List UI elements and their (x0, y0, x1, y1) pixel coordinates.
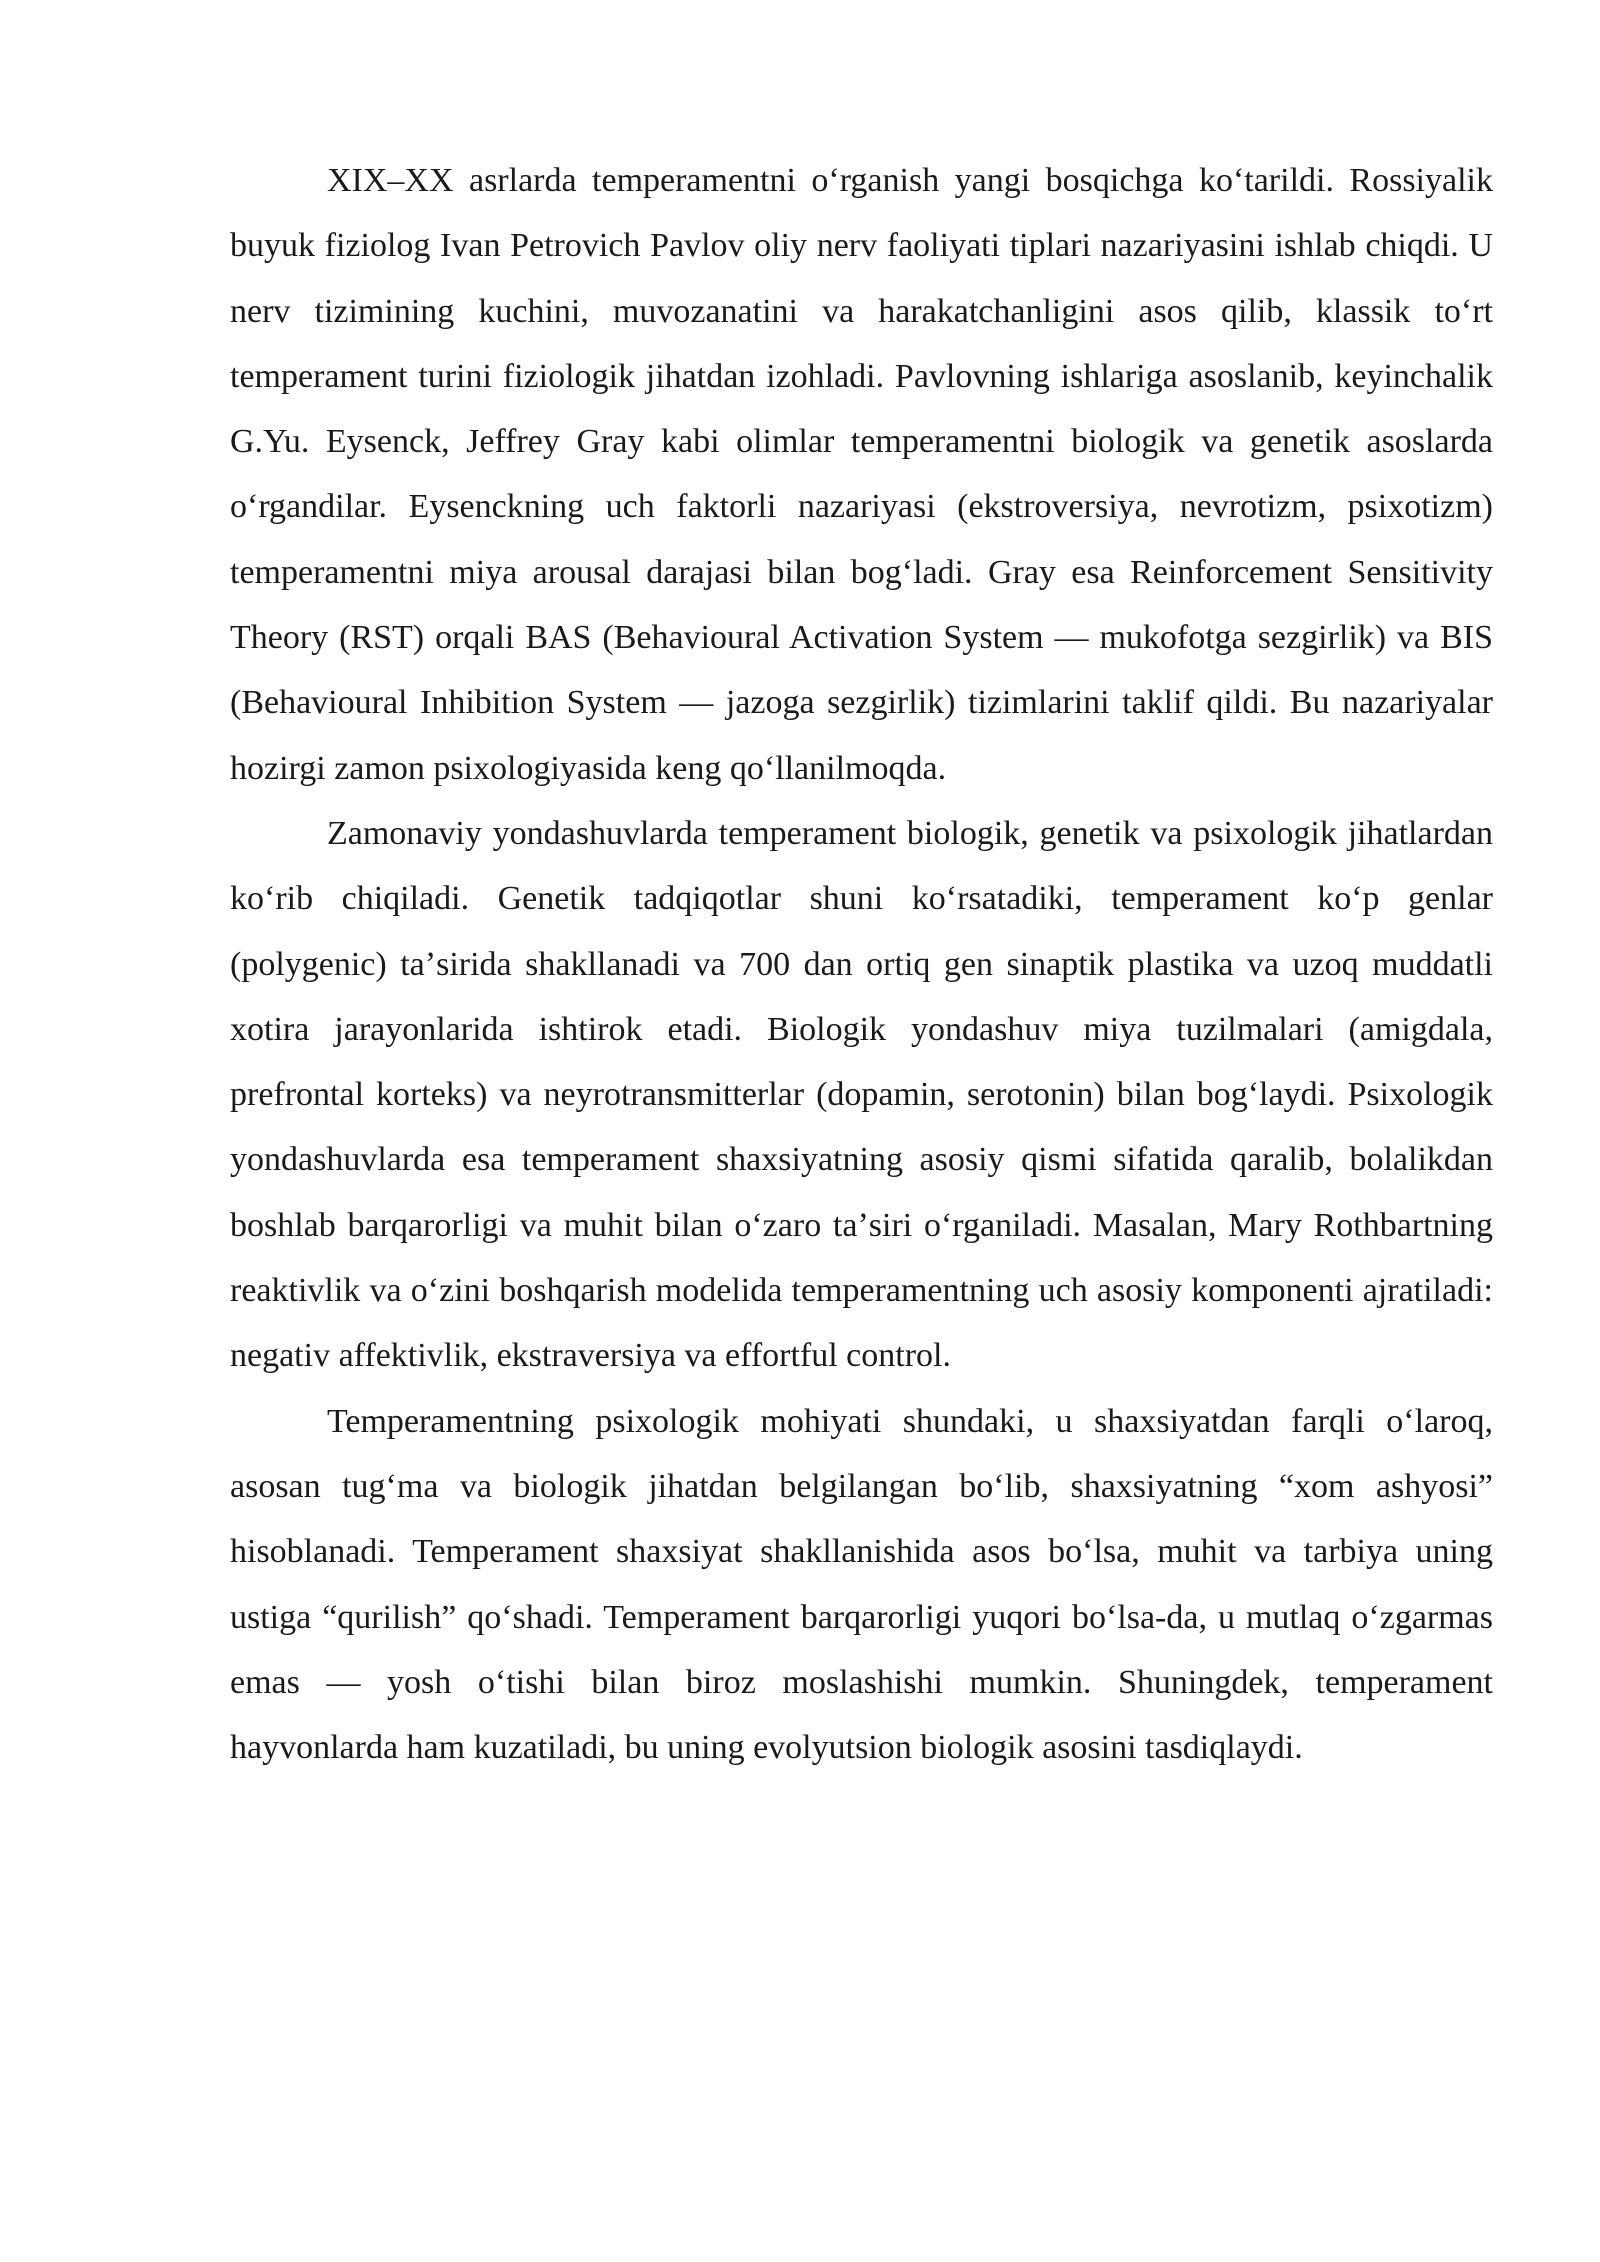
paragraph-psychological-essence: Temperamentning psixologik mohiyati shundaki, u shaxsiyatdan farqli oʻlaroq, asosan tugʻma va biologik jihatdan belgilangan boʻlib, shaxsiyatning “xom ashyosi” hisoblanadi. Temperament shaxsiyat shakllanishida asos boʻlsa, muhit va tarbiya uning ustiga “qurilish” qoʻshadi. Temperament barqarorligi yuqori boʻlsa-da, u mutlaq oʻzgarmas emas — yosh oʻtishi bilan biroz moslashishi mumkin. Shuningdek, temperament hayvonlarda ham kuzatiladi, bu uning evolyutsion biologik asosini tasdiqlaydi. (230, 1402, 1493, 1767)
paragraph-pavlov-history: XIX–XX asrlarda temperamentni oʻrganish yangi bosqichga koʻtarildi. Rossiyalik buyuk fiziolog Ivan Petrovich Pavlov oliy nerv faoliyati tiplari nazariyasini ishlab chiqdi. U nerv tizimining kuchini, muvozanatini va harakatchanligini asos qilib, klassik toʻrt temperament turini fiziologik jihatdan izohladi. Pavlovning ishlariga asoslanib, keyinchalik G.Yu. Eysenck, Jeffrey Gray kabi olimlar temperamentni biologik va genetik asoslarda oʻrgandilar. Eysenckning uch faktorli nazariyasi (ekstroversiya, nevrotizm, psixotizm) temperamentni miya arousal darajasi bilan bogʻladi. Gray esa Reinforcement Sensitivity Theory (RST) orqali BAS (Behavioural Activation System — mukofotga sezgirlik) va BIS (Behavioural Inhibition System — jazoga sezgirlik) tizimlarini taklif qildi. Bu nazariyalar hozirgi zamon psixologiyasida keng qoʻllanilmoqda. (230, 162, 1493, 787)
paragraph-modern-approaches: Zamonaviy yondashuvlarda temperament biologik, genetik va psixologik jihatlardan koʻrib chiqiladi. Genetik tadqiqotlar shuni koʻrsatadiki, temperament koʻp genlar (polygenic) taʼsirida shakllanadi va 700 dan ortiq gen sinaptik plastika va uzoq muddatli xotira jarayonlarida ishtirok etadi. Biologik yondashuv miya tuzilmalari (amigdala, prefrontal korteks) va neyrotransmitterlar (dopamin, serotonin) bilan bogʻlaydi. Psixologik yondashuvlarda esa temperament shaxsiyatning asosiy qismi sifatida qaralib, bolalikdan boshlab barqarorligi va muhit bilan oʻzaro taʼsiri oʻrganiladi. Masalan, Mary Rothbartning reaktivlik va oʻzini boshqarish modelida temperamentning uch asosiy komponenti ajratiladi: negativ affektivlik, ekstraversiya va effortful control. (230, 814, 1493, 1375)
document-body (230, 148, 1493, 1780)
